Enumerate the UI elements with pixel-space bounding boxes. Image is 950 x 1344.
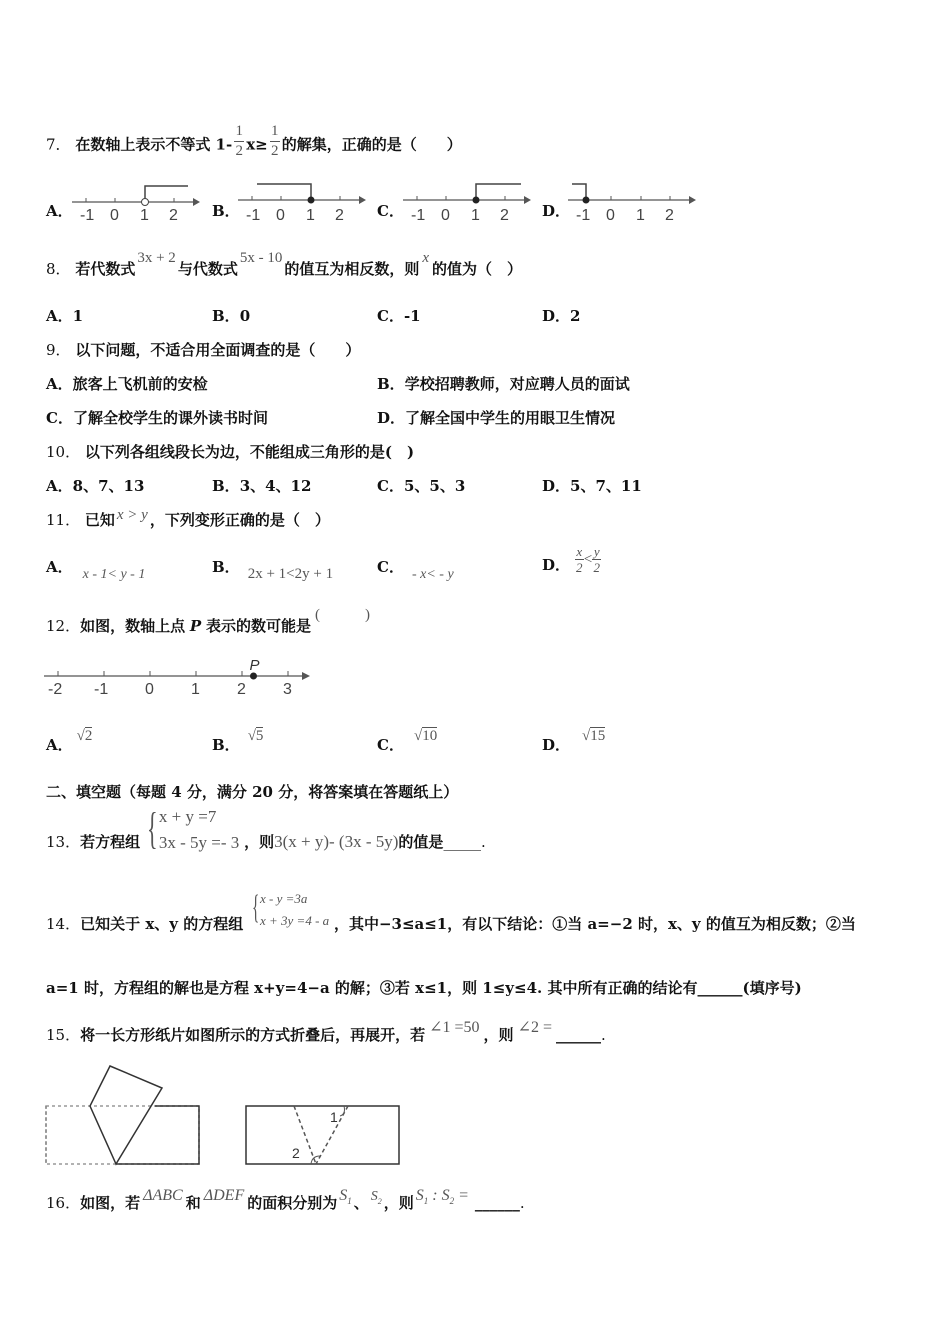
tick-label: 2	[335, 207, 344, 223]
q11-stem: 11． 已知 x > y ，下列变形正确的是（ ）	[46, 507, 330, 529]
q15-fold-figure-1	[40, 1060, 210, 1170]
q10-option-c: C．5、5、3	[377, 477, 466, 495]
q8-stem: 8． 若代数式3x + 2与代数式5x - 10的值互为相反数，则x的值为（ ）	[46, 250, 523, 278]
tick-label: 1	[306, 207, 315, 223]
tick-label: -1	[94, 681, 109, 698]
q9-stem: 9． 以下问题，不适合用全面调查的是（ ）	[46, 341, 361, 359]
tick-label: 1	[636, 207, 645, 223]
q10-stem: 10． 以下列各组线段长为边，不能组成三角形的是( )	[46, 443, 415, 461]
q11-option-b: B． 2x + 1<2y + 1	[212, 558, 334, 582]
q8-option-a: A．1	[46, 307, 84, 325]
q12-numberline	[40, 650, 320, 702]
q15-stem: 15．将一长方形纸片如图所示的方式折叠后，再展开，若 ∠1 =50 ，则 ∠2 = ______.	[46, 1019, 606, 1044]
q13-answer-blank[interactable]: _____	[443, 833, 481, 851]
section-2-heading: 二、填空题（每题 4 分，满分 20 分，将答案填在答题纸上）	[46, 783, 459, 801]
q14-equation-2: x + 3y =4 - a	[259, 913, 330, 928]
tick-label: 1	[471, 207, 480, 223]
q15-fold-figure-2	[240, 1100, 410, 1170]
q9-option-b: B．学校招聘教师，对应聘人员的面试	[377, 375, 630, 393]
tick-label: 0	[441, 207, 450, 223]
q9-option-d: D．了解全国中学生的用眼卫生情况	[377, 409, 616, 427]
q14-stem: 14．已知关于 x、y 的方程组 { x - y =3a x + 3y =4 - a ，其中−3≤a≤1，有以下结论：①当 a=−2 时，x、y 的值互为相反数；②当	[46, 889, 856, 933]
q7-option-a-label: A．	[46, 202, 73, 220]
q16-stem: 16．如图，若 ΔABC 和 ΔDEF 的面积分别为 $S_1$ 、 $S_2$ ，则 $S_1$ : $S_2$ = ______.	[46, 1187, 525, 1212]
tick-label: 2	[500, 207, 509, 223]
q13-equation-1: x + y =7	[158, 807, 217, 826]
q11-option-c: C． - x< - y	[377, 558, 454, 582]
q7-fraction-1: $\frac{1}{2}$	[235, 123, 243, 159]
q11-option-d: D． $\frac{x}{2}$ < $\frac{y}{2}$	[542, 544, 601, 575]
q10-option-b: B．3、4、12	[212, 477, 312, 495]
q10-option-d: D．5、7、11	[542, 477, 642, 495]
q7-option-c-label: C．	[377, 202, 404, 220]
tick-label: 2	[665, 207, 674, 223]
tick-label: 0	[145, 681, 154, 698]
tick-label: 1	[191, 681, 200, 698]
q8-option-c: C．-1	[377, 307, 421, 325]
q13-stem: 13．若方程组 { x + y =7 3x - 5y =- 3 ，则3(x + y)- (3x - 5y)的值是_____.	[46, 804, 486, 860]
q7-number: 7．	[46, 135, 71, 154]
q12-stem: 12．如图，数轴上点 P 表示的数可能是( )	[46, 607, 370, 635]
q9-option-c: C．了解全校学生的课外读书时间	[46, 409, 268, 427]
q8-option-b: B．0	[212, 307, 251, 325]
q10-option-a: A．8、7、13	[46, 477, 145, 495]
tick-label: 0	[276, 207, 285, 223]
q7-option-d-numberline	[562, 178, 702, 223]
q8-option-d: D．2	[542, 307, 581, 325]
tick-label: 2	[169, 207, 178, 224]
q7-stem: 7． 在数轴上表示不等式 1- $\frac{1}{2}$ x≥ $\frac{1}{2}$ 的解集，正确的是（ ）	[46, 123, 462, 159]
q12-option-d: D． √15	[542, 728, 606, 754]
q16-answer-blank[interactable]: ______	[474, 1194, 520, 1212]
tick-label: -1	[411, 207, 426, 223]
q7-option-d-label: D．	[542, 202, 571, 220]
q7-option-b-label: B．	[212, 202, 240, 220]
angle-2-label: 2	[292, 1145, 300, 1161]
q14-line-2: a=1 时，方程组的解也是方程 x+y=4−a 的解；③若 x≤1，则 1≤y≤4. 其中所有正确的结论有______(填序号)	[46, 979, 802, 997]
tick-label: 0	[606, 207, 615, 223]
q7-option-c-numberline	[397, 178, 532, 223]
tick-label: -1	[80, 207, 95, 224]
tick-label: 2	[237, 681, 246, 698]
q14-equation-1: x - y =3a	[259, 891, 308, 906]
q7-option-a-numberline	[66, 180, 201, 225]
tick-label: 3	[283, 681, 292, 698]
tick-label: 0	[110, 207, 119, 224]
angle-1-label: 1	[330, 1109, 338, 1125]
q12-option-a: A． √2	[46, 728, 93, 754]
axis-arrow	[302, 672, 310, 680]
q9-option-a: A．旅客上飞机前的安检	[46, 375, 208, 393]
tick-label: -1	[576, 207, 591, 223]
tick-label: 1	[140, 207, 149, 224]
tick-label: -2	[48, 681, 63, 698]
tick-label: -1	[246, 207, 261, 223]
q15-answer-blank[interactable]: ______	[556, 1026, 601, 1044]
q11-option-a: A． x - 1< y - 1	[46, 558, 146, 582]
q12-option-b: B． √5	[212, 728, 264, 754]
q12-option-c: C． √10	[377, 728, 438, 754]
q7-fraction-2: $\frac{1}{2}$	[270, 123, 279, 159]
q13-equation-2: 3x - 5y =- 3	[158, 833, 240, 852]
q7-option-b-numberline	[232, 178, 367, 223]
point-p-label: P	[249, 657, 260, 674]
